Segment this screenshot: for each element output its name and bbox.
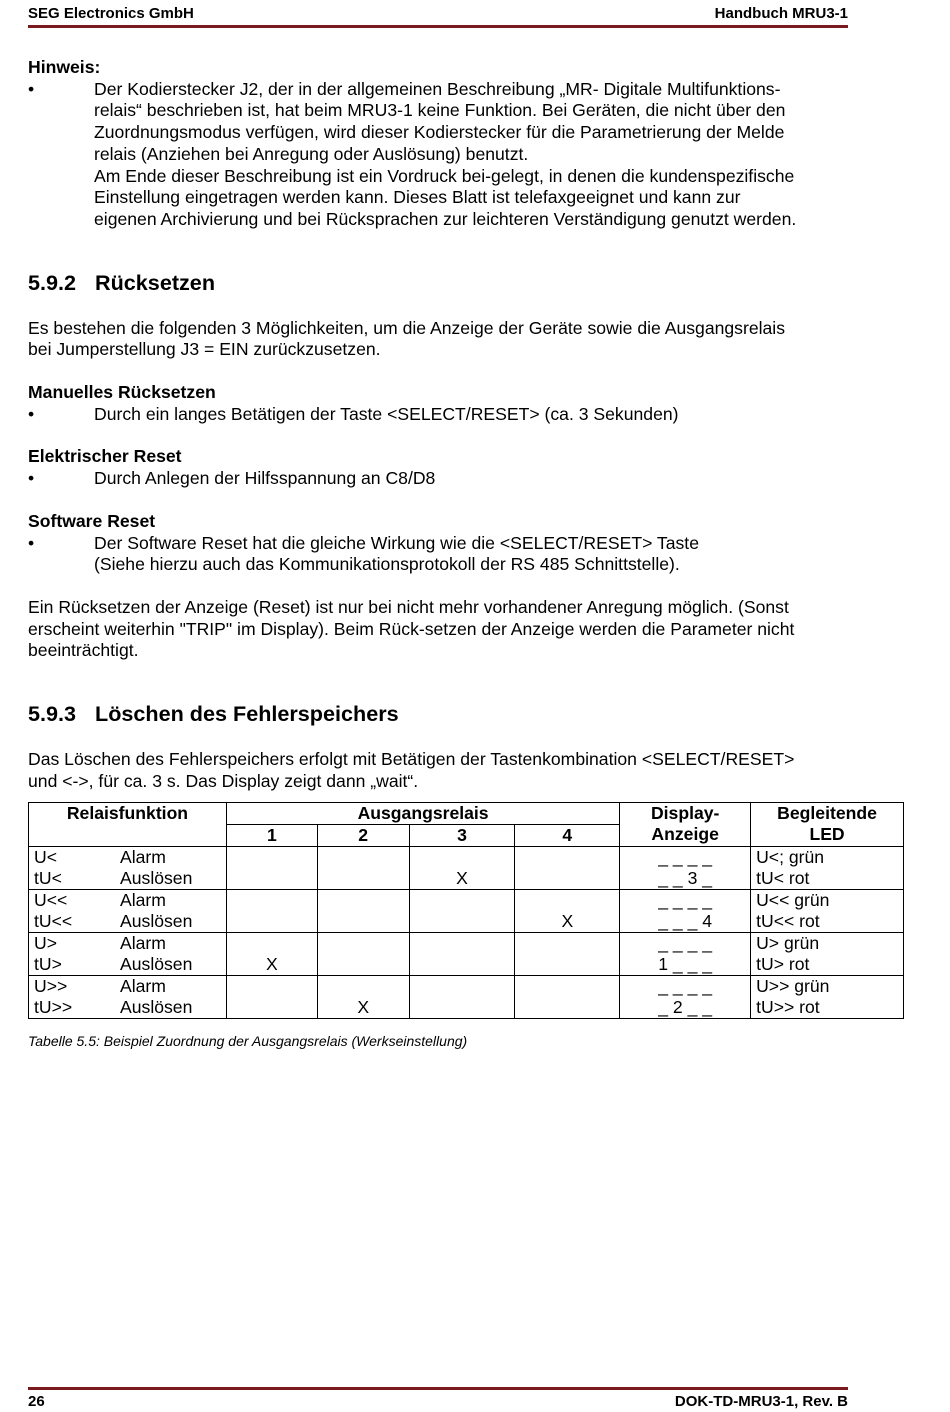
display-value: _ _ _ _ bbox=[658, 890, 713, 911]
page-content bbox=[28, 57, 877, 1053]
relay-3-cell bbox=[409, 976, 515, 1019]
header-relay-4: 4 bbox=[515, 825, 620, 847]
relay-mark bbox=[520, 954, 614, 975]
text-line: Der Software Reset hat die gleiche Wirkung wie die <SELECT/RESET> Taste bbox=[94, 532, 699, 553]
relay-2-cell bbox=[317, 933, 409, 976]
led-value: tU> rot bbox=[756, 954, 810, 975]
subheading-electric-reset: Elektrischer Reset bbox=[28, 446, 182, 467]
relaisfunktion-cell bbox=[29, 976, 227, 1019]
relay-4-cell bbox=[515, 847, 620, 890]
relay-mark bbox=[415, 911, 510, 932]
function-name: Auslösen bbox=[120, 997, 193, 1018]
relay-1-cell bbox=[226, 933, 317, 976]
relay-mark bbox=[415, 954, 510, 975]
text-line: bei Jumperstellung J3 = EIN zurückzusetzen. bbox=[28, 339, 381, 360]
relay-2-cell bbox=[317, 890, 409, 933]
display-value: _ _ _ _ bbox=[658, 847, 713, 868]
relay-mark: X bbox=[456, 868, 468, 889]
subheading-manual-reset: Manuelles Rücksetzen bbox=[28, 382, 216, 403]
display-cell bbox=[620, 976, 751, 1019]
function-name: Auslösen bbox=[120, 868, 193, 889]
text-line: (Siehe hierzu auch das Kommunikationsprotokoll der RS 485 Schnittstelle). bbox=[94, 554, 680, 575]
text-line: erscheint weiterhin "TRIP" im Display). Beim Rück-setzen der Anzeige werden die Parameter nicht bbox=[28, 618, 795, 639]
bullet-dot: • bbox=[28, 78, 35, 99]
relay-mark bbox=[415, 933, 510, 954]
display-value: _ _ _ 4 bbox=[658, 911, 713, 932]
function-symbol: tU>> bbox=[34, 997, 73, 1018]
function-name: Auslösen bbox=[120, 911, 193, 932]
relay-mark bbox=[232, 933, 312, 954]
relay-mark bbox=[323, 911, 404, 932]
page-number: 26 bbox=[28, 1393, 45, 1410]
relay-4-cell bbox=[515, 976, 620, 1019]
bullet-dot: • bbox=[28, 468, 35, 489]
relay-mark bbox=[323, 890, 404, 911]
relay-mark bbox=[415, 847, 510, 868]
relay-assignment-table bbox=[28, 802, 904, 1019]
subheading-software-reset: Software Reset bbox=[28, 510, 156, 531]
header-relay-1: 1 bbox=[226, 825, 317, 847]
function-name: Alarm bbox=[120, 890, 166, 911]
section-heading-5-9-2: 5.9.2 Rücksetzen bbox=[28, 269, 216, 295]
relay-mark bbox=[232, 868, 312, 889]
display-value: _ _ 3 _ bbox=[658, 868, 713, 889]
manual-reset-bullet bbox=[28, 404, 858, 426]
header-display: Display- Anzeige bbox=[620, 803, 751, 847]
led-value: U> grün bbox=[756, 933, 820, 954]
header-relay-3: 3 bbox=[409, 825, 515, 847]
text-line: relais“ beschrieben ist, hat beim MRU3-1 keine Funktion. Bei Geräten, die nicht über den bbox=[94, 100, 786, 121]
relaisfunktion-cell bbox=[29, 890, 227, 933]
relay-mark: X bbox=[357, 997, 370, 1018]
led-value: tU<< rot bbox=[756, 911, 820, 932]
display-cell bbox=[620, 847, 751, 890]
function-name: Auslösen bbox=[120, 954, 193, 975]
led-cell bbox=[751, 933, 904, 976]
header-rule bbox=[28, 25, 848, 28]
relay-mark bbox=[415, 890, 510, 911]
bullet-dot: • bbox=[28, 403, 35, 424]
function-symbol: U>> bbox=[34, 976, 68, 997]
software-reset-text bbox=[94, 533, 858, 576]
display-value: 1 _ _ _ bbox=[658, 954, 713, 975]
relay-mark bbox=[520, 933, 614, 954]
led-value: tU< rot bbox=[756, 868, 810, 889]
relaisfunktion-cell bbox=[29, 847, 227, 890]
function-name: Alarm bbox=[120, 847, 166, 868]
text-line: beeinträchtigt. bbox=[28, 640, 139, 661]
function-name: Alarm bbox=[120, 933, 166, 954]
relay-mark bbox=[232, 847, 312, 868]
document-id: DOK-TD-MRU3-1, Rev. B bbox=[674, 1393, 848, 1410]
function-symbol: U< bbox=[34, 847, 57, 868]
display-cell bbox=[620, 890, 751, 933]
relay-mark bbox=[520, 976, 614, 997]
led-cell bbox=[751, 976, 904, 1019]
text-line: relais (Anziehen bei Anregung oder Auslösung) benutzt. bbox=[94, 143, 529, 164]
electric-reset-bullet bbox=[28, 468, 858, 490]
relay-mark bbox=[520, 890, 614, 911]
relay-mark bbox=[323, 954, 404, 975]
display-cell bbox=[620, 933, 751, 976]
relay-mark bbox=[520, 868, 614, 889]
relay-4-cell bbox=[515, 890, 620, 933]
text-line: Einstellung eingetragen werden kann. Dieses Blatt ist telefaxgeeignet und kann zur bbox=[94, 187, 741, 208]
relay-1-cell bbox=[226, 976, 317, 1019]
software-reset-bullet bbox=[28, 533, 858, 576]
relay-3-cell bbox=[409, 847, 515, 890]
page-header bbox=[28, 5, 848, 25]
function-symbol: tU> bbox=[34, 954, 62, 975]
header-manual-title: Handbuch MRU3-1 bbox=[714, 5, 848, 22]
function-name: Alarm bbox=[120, 976, 166, 997]
relay-3-cell bbox=[409, 890, 515, 933]
relay-mark: X bbox=[265, 954, 278, 975]
text-line: Ein Rücksetzen der Anzeige (Reset) ist nur bei nicht mehr vorhandener Anregung möglich. (Sonst bbox=[28, 596, 789, 617]
led-cell bbox=[751, 890, 904, 933]
text-line: Durch ein langes Betätigen der Taste <SELECT/RESET> (ca. 3 Sekunden) bbox=[94, 403, 679, 424]
relay-mark bbox=[323, 976, 404, 997]
hinweis-title: Hinweis: bbox=[28, 57, 101, 77]
function-symbol: U> bbox=[34, 933, 57, 954]
relay-3-cell bbox=[409, 933, 515, 976]
header-relay-2: 2 bbox=[317, 825, 409, 847]
function-symbol: tU<< bbox=[34, 911, 73, 932]
function-symbol: U<< bbox=[34, 890, 68, 911]
relay-mark bbox=[323, 868, 404, 889]
text-line: Das Löschen des Fehlerspeichers erfolgt mit Betätigen der Tastenkombination <SELECT/RESET> bbox=[28, 749, 795, 770]
hinweis-bullet bbox=[28, 79, 858, 231]
relay-2-cell bbox=[317, 976, 409, 1019]
section-heading-5-9-3: 5.9.3 Löschen des Fehlerspeichers bbox=[28, 701, 399, 727]
relay-1-cell bbox=[226, 847, 317, 890]
relay-mark bbox=[323, 847, 404, 868]
relay-4-cell bbox=[515, 933, 620, 976]
header-company: SEG Electronics GmbH bbox=[28, 5, 194, 22]
display-value: _ _ _ _ bbox=[658, 976, 713, 997]
table-row bbox=[29, 933, 904, 976]
relay-mark bbox=[520, 847, 614, 868]
footer-rule bbox=[28, 1387, 848, 1390]
table-caption: Tabelle 5.5: Beispiel Zuordnung der Ausgangsrelais (Werkseinstellung) bbox=[28, 1033, 468, 1050]
text-line: Es bestehen die folgenden 3 Möglichkeiten, um die Anzeige der Geräte sowie die Ausgangsrelais bbox=[28, 317, 786, 338]
text-line: Der Kodierstecker J2, der in der allgemeinen Beschreibung „MR- Digitale Multifunktions- bbox=[94, 78, 781, 99]
led-cell bbox=[751, 847, 904, 890]
header-relaisfunktion: Relaisfunktion bbox=[29, 803, 227, 847]
text-line: Durch Anlegen der Hilfsspannung an C8/D8 bbox=[94, 468, 436, 489]
relay-mark bbox=[520, 997, 614, 1018]
relay-mark bbox=[232, 997, 312, 1018]
hinweis-text bbox=[94, 79, 858, 231]
bullet-dot: • bbox=[28, 532, 35, 553]
text-line: eigenen Archivierung und bei Rücksprachen zur leichteren Verständigung genutzt werden. bbox=[94, 208, 797, 229]
relay-mark bbox=[232, 911, 312, 932]
header-ausgangsrelais: Ausgangsrelais bbox=[226, 803, 619, 825]
relay-mark bbox=[232, 890, 312, 911]
table-row bbox=[29, 976, 904, 1019]
relay-mark: X bbox=[561, 911, 574, 932]
led-value: U<< grün bbox=[756, 890, 830, 911]
table-header-row bbox=[29, 803, 904, 825]
led-value: U>> grün bbox=[756, 976, 830, 997]
relaisfunktion-cell bbox=[29, 933, 227, 976]
header-led: Begleitende LED bbox=[751, 803, 904, 847]
relay-2-cell bbox=[317, 847, 409, 890]
text-line: und <->, für ca. 3 s. Das Display zeigt dann „wait“. bbox=[28, 770, 419, 791]
table-row bbox=[29, 890, 904, 933]
relay-mark bbox=[232, 976, 312, 997]
relay-1-cell bbox=[226, 890, 317, 933]
text-line: Zuordnungsmodus verfügen, wird dieser Kodierstecker für die Parametrierung der Melde bbox=[94, 122, 785, 143]
text-line: Am Ende dieser Beschreibung ist ein Vordruck bei-gelegt, in denen die kundenspezifische bbox=[94, 165, 795, 186]
relay-mark bbox=[415, 997, 510, 1018]
display-value: _ 2 _ _ bbox=[658, 997, 713, 1018]
display-value: _ _ _ _ bbox=[658, 933, 713, 954]
led-value: U<; grün bbox=[756, 847, 825, 868]
table-row bbox=[29, 847, 904, 890]
relay-mark bbox=[323, 933, 404, 954]
relay-mark bbox=[415, 976, 510, 997]
led-value: tU>> rot bbox=[756, 997, 820, 1018]
function-symbol: tU< bbox=[34, 868, 62, 889]
